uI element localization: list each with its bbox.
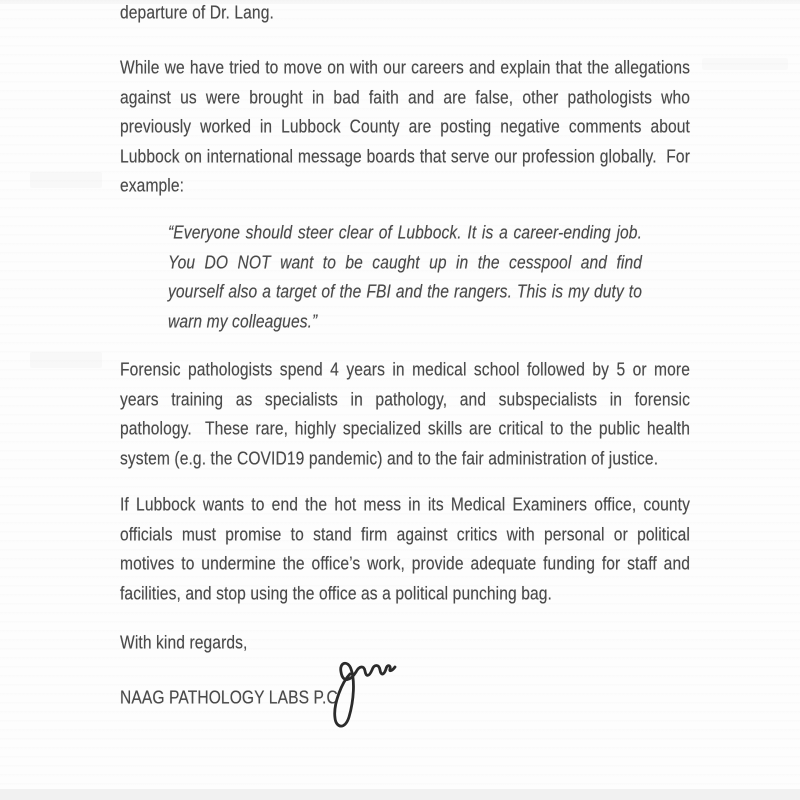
- scan-artifact-streak: [30, 172, 102, 188]
- paragraph-line: example:: [120, 176, 185, 197]
- letter-body: [120, 0, 690, 800]
- paragraph-line: years training as specialists in pathology, and subspecialists in forensic: [120, 390, 690, 410]
- quote-line: You DO NOT want to be caught up in the cesspool and find: [168, 253, 642, 273]
- closing-salutation: With kind regards,: [120, 633, 248, 654]
- quote-line: warn my colleagues.”: [168, 312, 318, 332]
- paragraph-line: While we have tried to move on with our careers and explain that the allegations: [120, 58, 690, 79]
- paragraph-line: pathology. These rare, highly specialized skills are critical to the public health: [120, 419, 690, 440]
- paragraph-line: system (e.g. the COVID19 pandemic) and to the fair administration of justice.: [120, 449, 659, 469]
- quote-line: “Everyone should steer clear of Lubbock. It is a career-ending job.: [168, 223, 642, 244]
- paragraph-appeal: [120, 491, 690, 609]
- quote-line: yourself also a target of the FBI and the rangers. This is my duty to: [168, 282, 642, 303]
- blockquote-forum-post: [168, 219, 642, 337]
- paragraph-line: Lubbock on international message boards that serve our profession globally. For: [120, 147, 690, 167]
- scan-artifact-streak: [30, 352, 102, 368]
- paragraph-line: motives to undermine the office’s work, provide adequate funding for staff and: [120, 554, 690, 575]
- paragraph-line: officials must promise to stand firm against critics with personal or political: [120, 525, 690, 545]
- scan-artifact-streak: [702, 58, 788, 70]
- paragraph-line: against us were brought in bad faith and are false, other pathologists who: [120, 88, 690, 108]
- paragraph-line: previously worked in Lubbock County are posting negative comments about: [120, 117, 690, 138]
- paragraph-line: Forensic pathologists spend 4 years in medical school followed by 5 or more: [120, 360, 690, 381]
- signer-name: NAAG PATHOLOGY LABS P.C: [120, 688, 338, 709]
- paragraph-allegations: [120, 54, 690, 202]
- handwritten-signature-icon: [326, 656, 406, 734]
- paragraph-line: If Lubbock wants to end the hot mess in its Medical Examiners office, county: [120, 495, 690, 516]
- paragraph-line: facilities, and stop using the office as a political punching bag.: [120, 584, 552, 604]
- paragraph-training: [120, 356, 690, 474]
- letter-continuation-line: departure of Dr. Lang.: [120, 3, 274, 24]
